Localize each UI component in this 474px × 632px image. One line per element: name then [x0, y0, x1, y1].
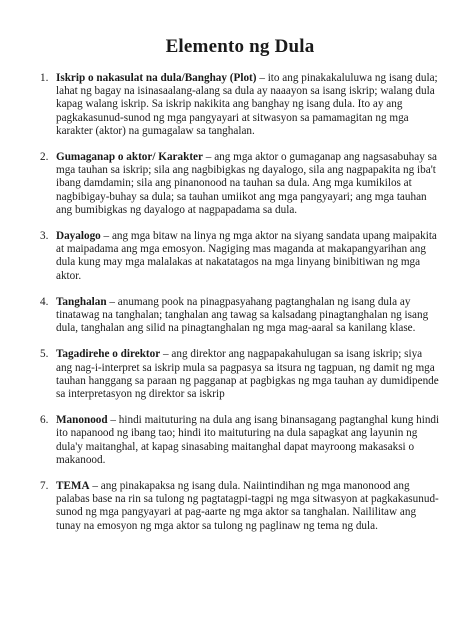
item-text: – ang pinakapaksa ng isang dula. Naiintindihan ng mga manonood ang palabas base na rin sa tulong ng pagtatagpi-tagpi ng mga sitwasyon at pagkakasunud-sunod ng mga pangyayari at pag-aarte ng mga aktor sa tanghalan. Naililitaw ang tunay na emosyon ng mga aktor sa tulong ng paglinaw ng tema ng dula.: [56, 480, 439, 532]
element-list: [40, 72, 440, 533]
item-term: Tagadirehe o direktor: [56, 348, 161, 361]
item-text: – ito ang pinakakaluluwa ng isang dula; lahat ng bagay na isinasaalang-alang sa dula ay naaayon sa isang iskrip; walang dula kapag walang iskrip. Sa iskrip nakikita ang banghay ng isang dula. Ito ay ang pagkakasunud-sunod ng mga pangyayari at sitwasyon sa pamamagitan ng mga karakter (aktor) na gumagalaw sa tanghalan.: [56, 72, 438, 137]
item-number: 6.: [40, 414, 49, 427]
list-item: [40, 72, 440, 138]
item-text: – ang direktor ang nagpapakahulugan sa isang iskrip; siya ang nag-i-interpret sa iskrip mula sa pagpasya sa itsura ng tagpuan, ng damit ng mga tauhan hanggang sa paraan ng pagganap at pagbigkas ng mga tauhan ay dumidipende sa interpretasyon ng direktor sa iskrip: [56, 348, 439, 401]
item-term: Dayalogo: [56, 230, 101, 243]
list-item: [40, 296, 440, 336]
item-term: Tanghalan: [56, 295, 107, 308]
item-number: 5.: [40, 348, 49, 361]
list-item: [40, 151, 440, 217]
item-number: 2.: [40, 151, 49, 164]
item-text: – anumang pook na pinagpasyahang pagtanghalan ng isang dula ay tinatawag na tanghalan; tanghalan ang tawag sa kalsadang pinagtanghalan ng isang dula, tanghalan ang silid na pinagtanghalan ng mga mag-aaral sa kanilang klase.: [56, 295, 429, 335]
item-term: Iskrip o nakasulat na dula/Banghay (Plot): [56, 72, 257, 84]
item-text: – ang mga aktor o gumaganap ang nagsasabuhay sa mga tauhan sa iskrip; sila ang nagbibigkas ng dayalogo, sila ang nagpapakita ng iba't ibang damdamin; sila ang pinanonood na tauhan sa dula. Ang mga kumikilos at nagbibigay-buhay sa dula; sa tauhan umiikot ang mga pangyayari; ang mga tauhan ang bumibigkas ng dayalogo at nagpapadama sa dula.: [56, 151, 437, 216]
item-number: 4.: [40, 295, 49, 308]
item-number: 7.: [40, 480, 49, 493]
item-term: Gumaganap o aktor/ Karakter: [56, 151, 203, 164]
item-term: TEMA: [56, 480, 90, 493]
item-text: – ang mga bitaw na linya ng mga aktor na siyang sandata upang maipakita at maipadama ang mga emosyon. Nagiging mas maganda at makapangyarihan ang dula kung may mga malalakas at nakatatagos na mga linyang binibitiwan ng mga aktor.: [56, 230, 437, 282]
list-item: [40, 480, 440, 533]
item-number: 1.: [40, 72, 49, 84]
list-item: [40, 348, 440, 401]
item-number: 3.: [40, 230, 49, 243]
list-item: [40, 414, 440, 467]
item-term: Manonood: [56, 414, 108, 427]
list-item: [40, 230, 440, 283]
item-text: – hindi maituturing na dula ang isang binansagang pagtanghal kung hindi ito napanood ng ibang tao; hindi ito maituturing na dula sapagkat ang layunin ng dula'y maitanghal, at kapag sinasabing maitanghal dapat mayroong makasaksi o makanood.: [56, 414, 440, 466]
page-title: Elemento ng Dula: [165, 36, 315, 57]
